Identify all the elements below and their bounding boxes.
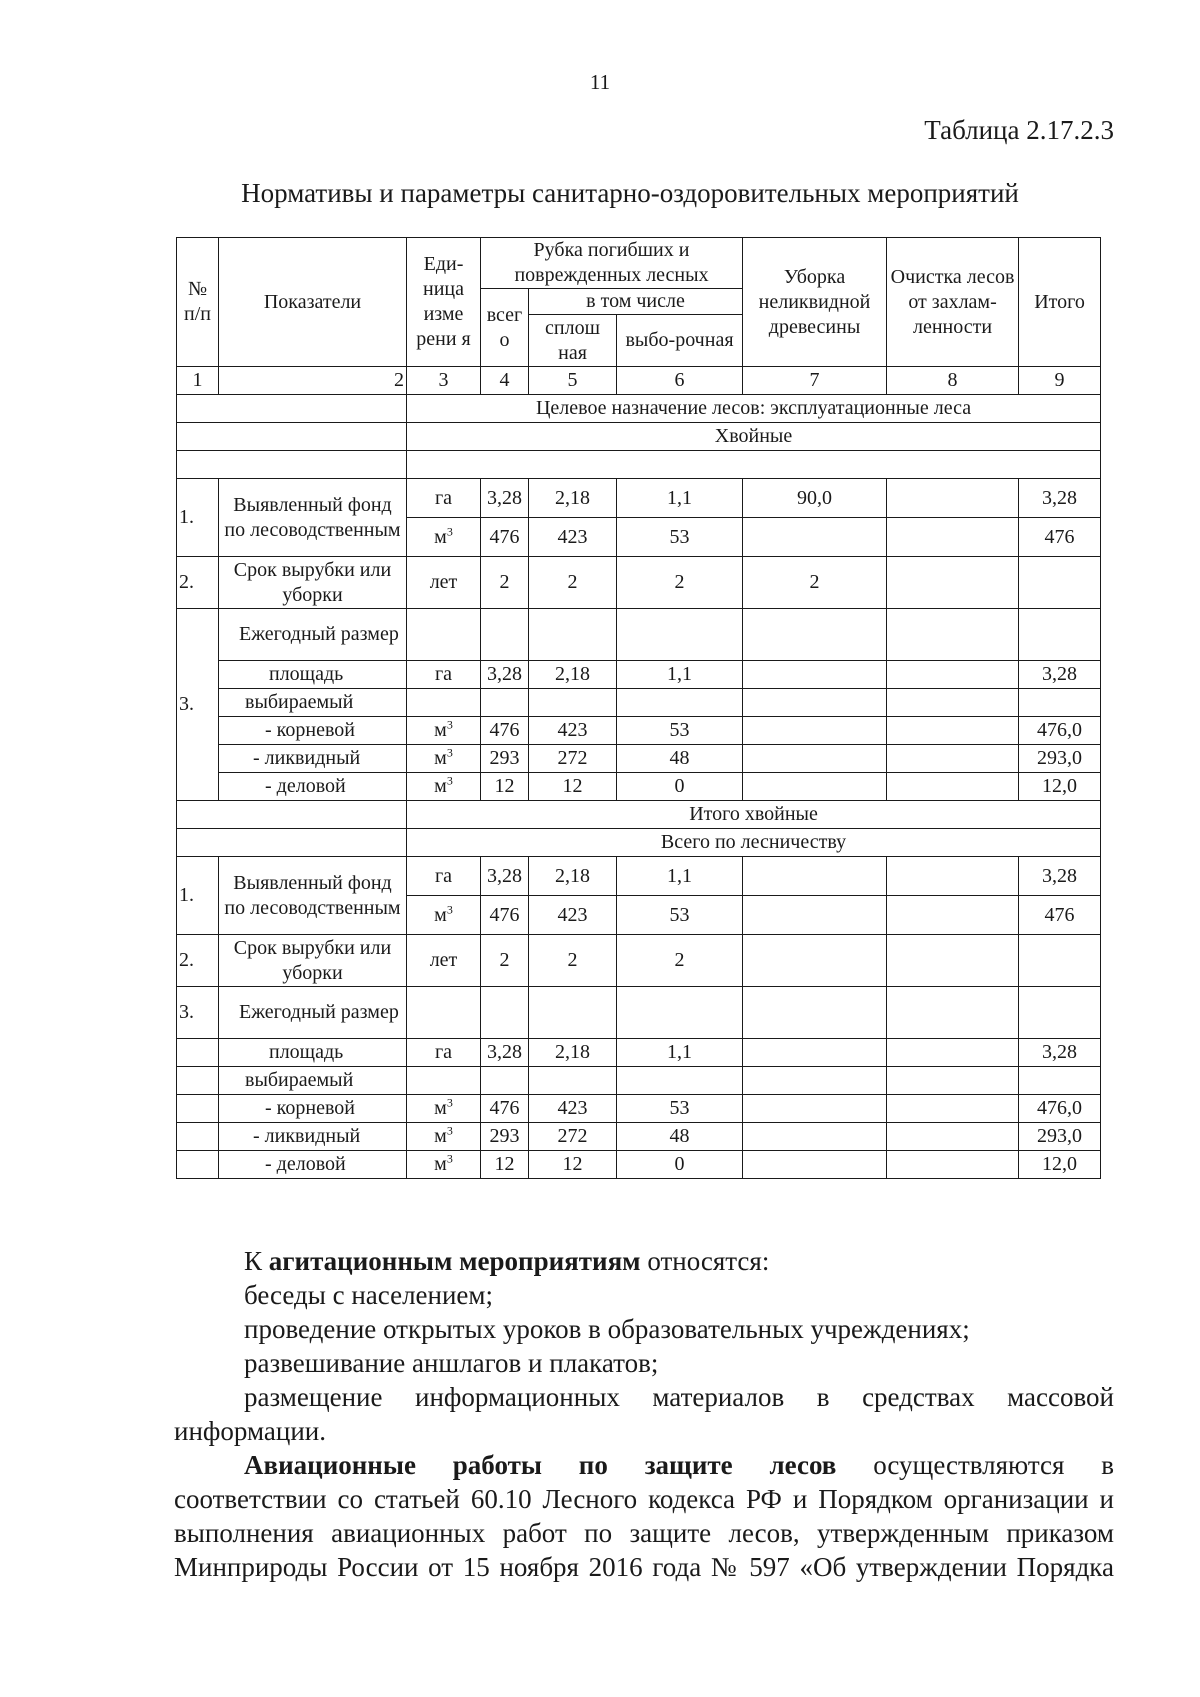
table-row: выбираемый bbox=[177, 1067, 1101, 1095]
table-row: - ликвидный $м^3$ 293 272 48 293,0 bbox=[177, 1123, 1101, 1151]
table-row: площадь га 3,28 2,18 1,1 3,28 bbox=[177, 661, 1101, 689]
row-label: Ежегодный размер bbox=[219, 609, 407, 661]
list-item-cont: информации. bbox=[174, 1416, 326, 1446]
table-row: $м^3$ 476 423 53 476 bbox=[177, 518, 1101, 557]
col-number: 1 bbox=[177, 367, 219, 395]
itogo-hvoynye-row: Итого хвойные bbox=[407, 801, 1101, 829]
col-number: 3 bbox=[407, 367, 481, 395]
header-selective: выбо-рочная bbox=[617, 315, 743, 367]
header-cut-total: всег о bbox=[481, 289, 529, 367]
list-item: беседы с населением; bbox=[244, 1280, 493, 1310]
col-number: 4 bbox=[481, 367, 529, 395]
norms-table bbox=[176, 237, 1101, 1179]
agitation-section bbox=[174, 1244, 1114, 1584]
table-row: - ликвидный $м^3$ 293 272 48 293,0 bbox=[177, 745, 1101, 773]
list-item: размещение информационных материалов в средствах массовой bbox=[244, 1382, 1114, 1412]
col-number: 6 bbox=[617, 367, 743, 395]
table-title: Нормативы и параметры санитарно-оздоровительных мероприятий bbox=[241, 178, 1019, 208]
table-row: 1. Выявленный фонд по лесоводственным га 3,28 2,18 1,1 90,0 3,28 bbox=[177, 479, 1101, 518]
col-number: 9 bbox=[1019, 367, 1101, 395]
col-number: 7 bbox=[743, 367, 887, 395]
header-indicators: Показатели bbox=[219, 238, 407, 367]
row-label: Ежегодный размер bbox=[219, 987, 407, 1039]
species-row: Хвойные bbox=[407, 423, 1101, 451]
aviation-line-4: Минприроды России от 15 ноября 2016 года № 597 «Об утверждении Порядка bbox=[174, 1552, 1114, 1582]
header-num: № п/п bbox=[177, 238, 219, 367]
header-cleanup: Уборка неликвидной древесины bbox=[743, 238, 887, 367]
row-label: Выявленный фонд по лесоводственным bbox=[219, 857, 407, 935]
table-row: выбираемый bbox=[177, 689, 1101, 717]
aviation-line-3: выполнения авиационных работ по защите лесов, утвержденным приказом bbox=[174, 1518, 1114, 1548]
agitation-intro: К агитационным мероприятиям относятся: bbox=[244, 1246, 770, 1276]
table-row: площадь га 3,28 2,18 1,1 3,28 bbox=[177, 1039, 1101, 1067]
page-number: 11 bbox=[589, 70, 611, 94]
aviation-line-1: Авиационные работы по защите лесов осуществляются в bbox=[244, 1450, 1114, 1480]
header-debris: Очистка лесов от захлам-ленности bbox=[887, 238, 1019, 367]
vsego-row: Всего по лесничеству bbox=[407, 829, 1101, 857]
header-clear: сплош ная bbox=[529, 315, 617, 367]
col-number: 5 bbox=[529, 367, 617, 395]
row-label: Срок вырубки или уборки bbox=[219, 935, 407, 987]
table-row: - корневой $м^3$ 476 423 53 476,0 bbox=[177, 1095, 1101, 1123]
table-row: 3. Ежегодный размер bbox=[177, 609, 1101, 661]
header-incl: в том числе bbox=[529, 289, 743, 315]
col-number: 2 bbox=[219, 367, 407, 395]
table-label: Таблица 2.17.2.3 bbox=[924, 115, 1114, 145]
header-cutting: Рубка погибших и поврежденных лесных bbox=[481, 238, 743, 289]
aviation-line-2: соответствии со статьей 60.10 Лесного кодекса РФ и Порядком организации и bbox=[174, 1484, 1114, 1514]
list-item: развешивание аншлагов и плакатов; bbox=[244, 1348, 659, 1378]
purpose-row: Целевое назначение лесов: эксплуатационные леса bbox=[407, 395, 1101, 423]
table-row: - корневой $м^3$ 476 423 53 476,0 bbox=[177, 717, 1101, 745]
row-label: Выявленный фонд по лесоводственным bbox=[219, 479, 407, 557]
row-label: Срок вырубки или уборки bbox=[219, 557, 407, 609]
header-unit: Еди-ница изме рени я bbox=[407, 238, 481, 367]
table-row: $м^3$ 476 423 53 476 bbox=[177, 896, 1101, 935]
header-total: Итого bbox=[1019, 238, 1101, 367]
table-row: 2. Срок вырубки или уборки лет 2 2 2 2 bbox=[177, 557, 1101, 609]
table-row: 1. Выявленный фонд по лесоводственным га 3,28 2,18 1,1 3,28 bbox=[177, 857, 1101, 896]
table-row: 2. Срок вырубки или уборки лет 2 2 2 bbox=[177, 935, 1101, 987]
table-row: - деловой $м^3$ 12 12 0 12,0 bbox=[177, 773, 1101, 801]
table-row: 3. Ежегодный размер bbox=[177, 987, 1101, 1039]
table-row: - деловой $м^3$ 12 12 0 12,0 bbox=[177, 1151, 1101, 1179]
list-item: проведение открытых уроков в образовательных учреждениях; bbox=[244, 1314, 970, 1344]
col-number: 8 bbox=[887, 367, 1019, 395]
